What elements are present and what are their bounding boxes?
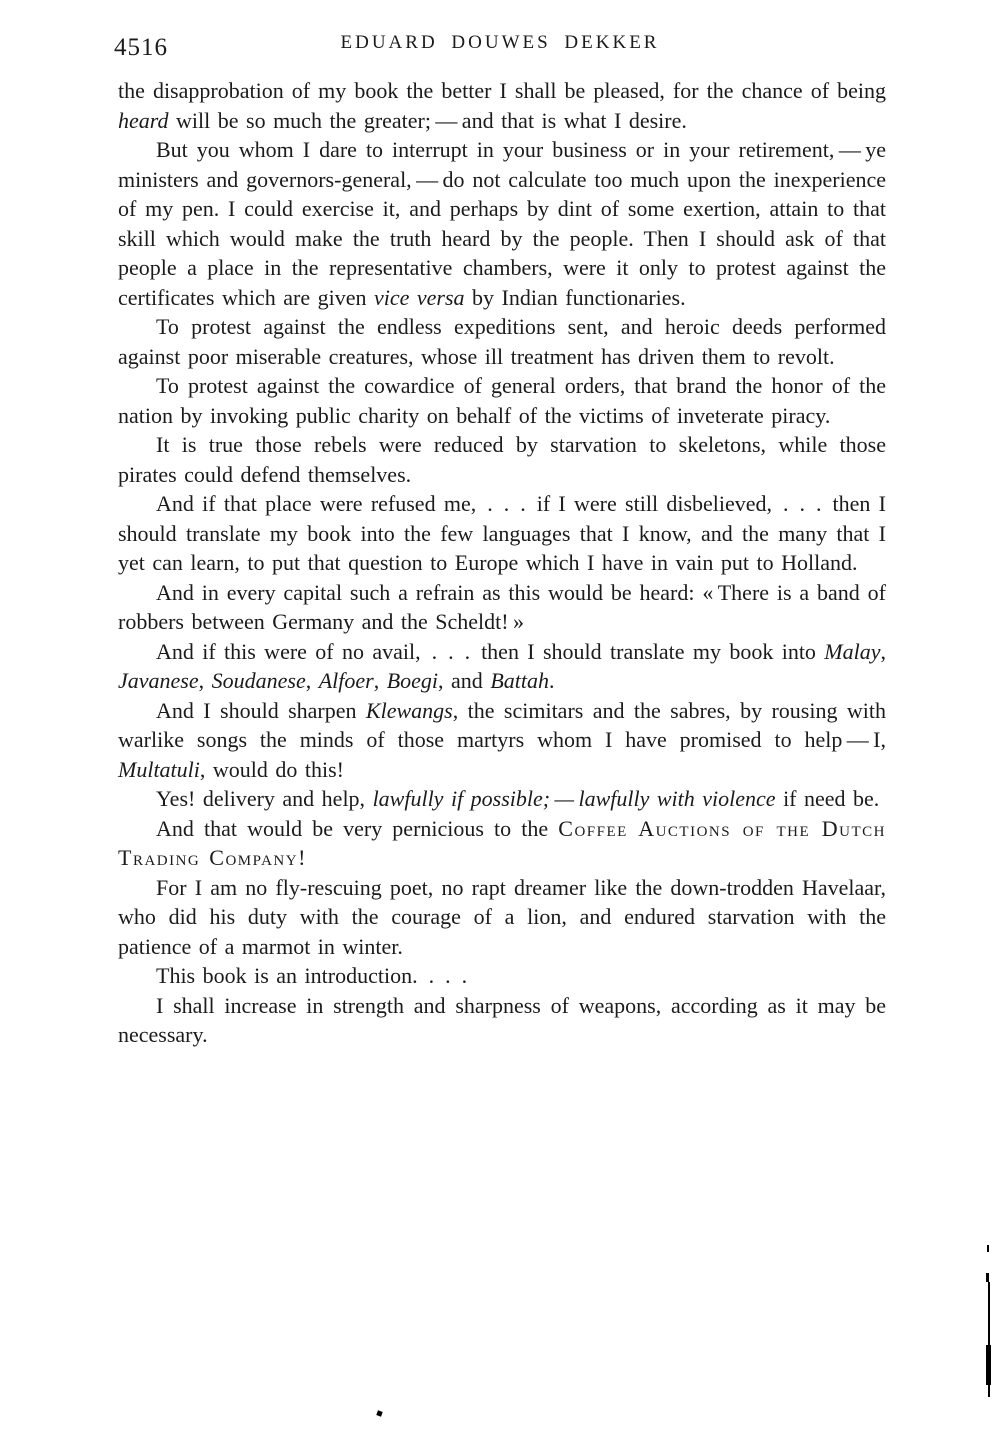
text-run: Yes! delivery and help,	[156, 786, 373, 811]
text-run: the disapprobation of my book the better I shall be pleased, for the chance of being	[118, 78, 886, 103]
page-body	[118, 76, 886, 1050]
text-run: And I should sharpen	[156, 697, 366, 723]
text-run-italic: Javanese	[118, 668, 199, 693]
paragraph	[118, 371, 886, 430]
text-run: I shall increase in strength and sharpness of weapons, according as it may be necessary.	[118, 992, 886, 1047]
text-run: And in every capital such a refrain as this would be heard: « There is a band of robbers between Germany and the Scheldt! »	[118, 579, 886, 634]
scan-artifact-speck	[376, 1410, 382, 1416]
text-run: .	[548, 668, 555, 693]
text-run-italic: Malay	[824, 638, 881, 664]
paragraph	[118, 696, 886, 785]
running-title: EDUARD DOUWES DEKKER	[340, 32, 660, 53]
text-run: ,	[198, 668, 212, 693]
page-header	[0, 32, 1000, 66]
text-run-italic: Alfoer	[318, 668, 374, 693]
scan-artifact-dot	[987, 1245, 989, 1252]
text-run: !	[298, 845, 306, 870]
text-run-italic: Multatuli	[118, 756, 200, 782]
text-run-italic: heard	[118, 107, 169, 133]
text-run: ,	[880, 638, 886, 664]
paragraph	[118, 814, 886, 873]
scan-artifact-line	[986, 1345, 991, 1385]
text-run: by Indian functionaries.	[464, 284, 686, 310]
text-run: But you whom I dare to interrupt in your business or in your retirement, — ye ministers and governors-general, — do not calculate too much upon the inexperience of my pen. I could exercise it, and perhaps by dint of some exertion, attain to that skill which would make the truth heard by the people. Then I should ask of that people a place in the representative chambers, were it only to protest against the certificates which are given	[118, 137, 886, 310]
text-run-italic: Klewangs	[365, 697, 453, 723]
paragraph	[118, 312, 886, 371]
text-run: To protest against the endless expeditions sent, and heroic deeds performed against poor miserable creatures, whose ill treatment has driven them to revolt.	[118, 314, 886, 369]
paragraph	[118, 784, 886, 814]
paragraph	[118, 430, 886, 489]
text-run: This book is an introduction. . . .	[156, 963, 468, 988]
text-run: And if this were of no avail, . . . then I should translate my book into	[156, 638, 825, 664]
text-run-italic: lawfully if possible; — lawfully with violence	[372, 786, 776, 811]
paragraph	[118, 578, 886, 637]
page-number: 4516	[114, 34, 168, 61]
text-run-italic: Soudanese	[211, 668, 306, 693]
text-run: , the scimitars and the sabres, by rousing with warlike songs the minds of those martyrs whom I have promised to help — I,	[118, 697, 886, 752]
text-run: And if that place were refused me, . . . if I were still disbelieved, . . . then I should translate my book into the few languages that I know, and the many that I yet can learn, to put that question to Europe which I have in vain put to Holland.	[118, 491, 886, 575]
scan-artifact-dot	[986, 1273, 989, 1282]
paragraph	[118, 961, 886, 991]
paragraph	[118, 637, 886, 696]
text-run-italic: Battah	[490, 668, 549, 693]
text-run: will be so much the greater; — and that is what I desire.	[168, 107, 687, 133]
paragraph	[118, 76, 886, 135]
paragraph	[118, 991, 886, 1050]
text-run: And that would be very pernicious to the	[156, 815, 559, 841]
text-run: To protest against the cowardice of general orders, that brand the honor of the nation by invoking public charity on behalf of the victims of inveterate piracy.	[118, 373, 886, 428]
text-run: ,	[305, 668, 319, 693]
text-run-italic: vice versa	[373, 284, 465, 310]
paragraph	[118, 489, 886, 578]
text-run: For I am no fly-rescuing poet, no rapt dreamer like the down-trodden Havelaar, who did his duty with the courage of a lion, and endured starvation with the patience of a marmot in winter.	[118, 874, 886, 959]
text-run: , and	[438, 668, 491, 693]
text-run: ,	[373, 668, 387, 693]
text-run: , would do this!	[199, 756, 345, 782]
text-run: It is true those rebels were reduced by starvation to skeletons, while those pirates could defend themselves.	[118, 432, 886, 487]
text-run-italic: Boegi	[386, 668, 439, 693]
paragraph	[118, 873, 886, 962]
paragraph	[118, 135, 886, 312]
text-run: if need be.	[775, 786, 880, 811]
text-run-smallcaps: Coffee Auctions of the Dutch Trading Company	[118, 815, 886, 870]
